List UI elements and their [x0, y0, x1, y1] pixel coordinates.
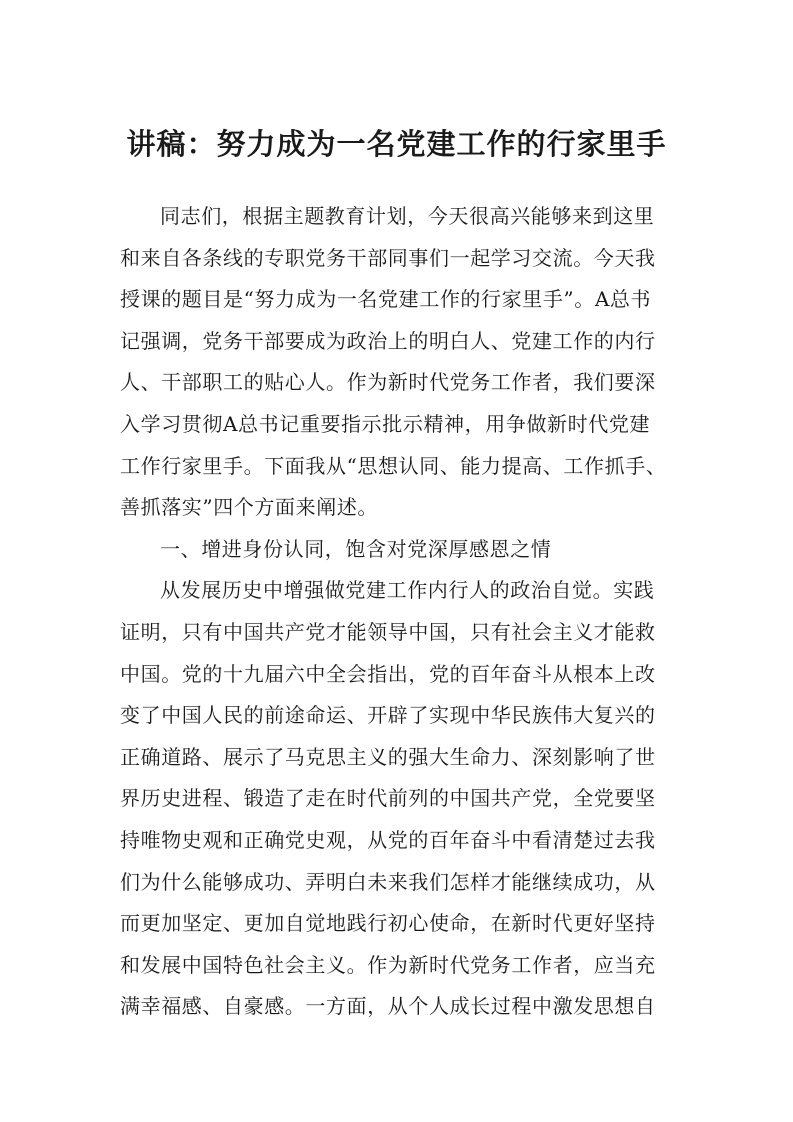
paragraph-line: 变了中国人民的前途命运、开辟了实现中华民族伟大复兴的 [120, 703, 656, 728]
paragraph-line: 善抓落实”四个方面来阐述。 [120, 495, 379, 520]
paragraph-line: 证明，只有中国共产党才能领导中国，只有社会主义才能救 [120, 619, 656, 644]
paragraph-line: 同志们，根据主题教育计划，今天很高兴能够来到这里 [160, 204, 655, 228]
paragraph-line: 正确道路、展示了马克思主义的强大生命力、深刻影响了世 [120, 744, 656, 769]
paragraph-line: 和来自各条线的专职党务干部同事们一起学习交流。今天我 [120, 245, 656, 270]
paragraph-line: 从发展历史中增强做党建工作内行人的政治自觉。实践 [160, 578, 655, 603]
paragraph-line: 入学习贯彻A总书记重要指示批示精神，用争做新时代党建 [120, 411, 651, 436]
paragraph-line: 而更加坚定、更加自觉地践行初心使命，在新时代更好坚持 [120, 911, 656, 936]
paragraph-line: 们为什么能够成功、弄明白未来我们怎样才能继续成功，从 [120, 869, 656, 894]
paragraph-line: 满幸福感、自豪感。一方面，从个人成长过程中激发思想自 [120, 994, 656, 1019]
paragraph-line: 记强调，党务干部要成为政治上的明白人、党建工作的内行 [120, 328, 656, 353]
document-body [120, 196, 680, 1028]
section-heading: 一、增进身份认同，饱含对党深厚感恩之情 [160, 536, 552, 561]
document-title: 讲稿：努力成为一名党建工作的行家里手 [126, 127, 667, 161]
paragraph-line: 授课的题目是“努力成为一名党建工作的行家里手”。A总书 [120, 287, 652, 312]
paragraph-line: 持唯物史观和正确党史观，从党的百年奋斗中看清楚过去我 [120, 827, 656, 852]
paragraph-line: 工作行家里手。下面我从“思想认同、能力提高、工作抓手、 [120, 453, 667, 478]
paragraph-line: 人、干部职工的贴心人。作为新时代党务工作者，我们要深 [120, 370, 656, 395]
paragraph-line: 和发展中国特色社会主义。作为新时代党务工作者，应当充 [120, 952, 656, 977]
paragraph-line: 中国。党的十九届六中全会指出，党的百年奋斗从根本上改 [120, 661, 656, 686]
paragraph-line: 界历史进程、锻造了走在时代前列的中国共产党，全党要坚 [120, 786, 656, 811]
